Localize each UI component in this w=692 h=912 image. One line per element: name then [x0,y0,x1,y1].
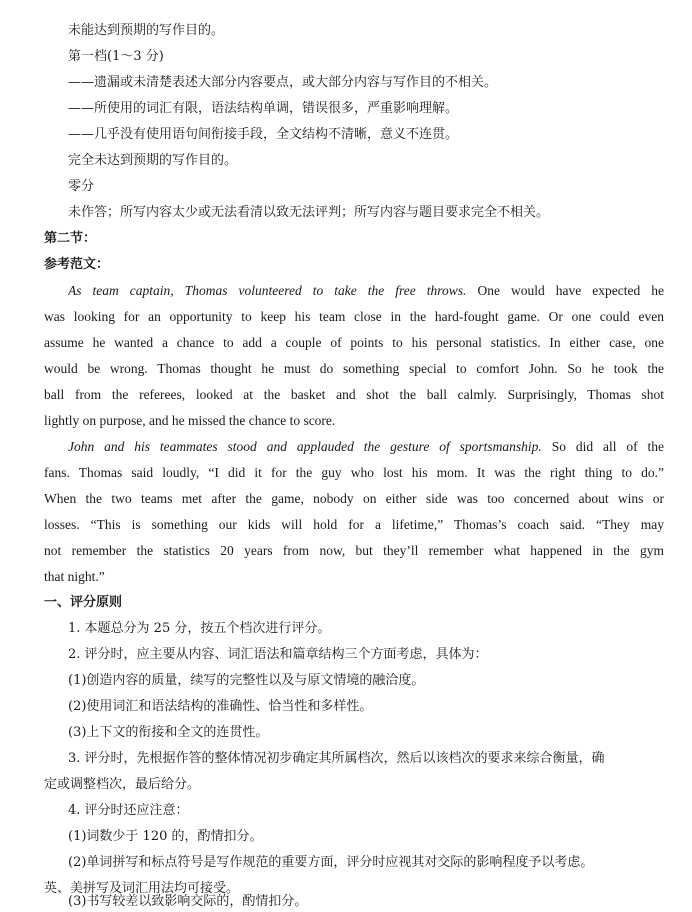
principles-heading: 一、评分原则 [44,595,123,610]
principle-subitem: (3)上下文的衔接和全文的连贯性。 [68,725,269,740]
essay-p1-line: was looking for an opportunity to keep his team close in the hard-fought game. Or one could even [44,309,664,324]
principle-subitem: (3)书写较差以致影响交际的，酌情扣分。 [68,894,308,909]
sample-essay-heading: 参考范文： [44,257,110,272]
tier-1-item: ——几乎没有使用语句间衔接手段，全文结构不清晰，意义不连贯。 [68,127,459,142]
essay-p2-line: not remember the statistics 20 years from now, but they’ll remember what happened in the gym [44,543,664,558]
principle-subitem-cont: 英、美拼写及词汇用法均可接受。 [44,881,240,896]
essay-p2-line [68,438,664,456]
principle-item: 4. 评分时还应注意： [68,803,189,818]
principle-subitem: (2)单词拼写和标点符号是写作规范的重要方面，评分时应视其对交际的影响程度予以考虑。 [68,855,594,870]
tier-1-summary: 完全未达到预期的写作目的。 [68,153,238,168]
zero-text: 未作答；所写内容太少或无法看清以致无法评判；所写内容与题目要求完全不相关。 [68,205,550,220]
principle-item: 2. 评分时，应主要从内容、词汇语法和篇章结构三个方面考虑，具体为： [68,647,488,662]
tier-2-summary-line: 未能达到预期的写作目的。 [68,23,225,38]
principle-subitem: (1)创造内容的质量，续写的完整性以及与原文情境的融洽度。 [68,673,425,688]
essay-p1-line: would be wrong. Thomas thought he must do something special to comfort John. So he took the [44,361,664,376]
essay-p2-line: losses. “This is something our kids will hold for a lifetime,” Thomas’s coach said. “They may [44,517,664,532]
essay-p2-line: fans. Thomas said loudly, “I did it for the guy who lost his mom. It was the right thing to do.” [44,465,664,480]
section-two-heading: 第二节： [44,231,97,246]
essay-p1-line: ball from the referees, looked at the basket and shot the ball calmly. Surprisingly, Thomas shot [44,387,664,402]
essay-p2-line: When the two teams met after the game, nobody on either side was too concerned about wins or [44,491,664,506]
tier-1-item: ——遗漏或未清楚表述大部分内容要点，或大部分内容与写作目的不相关。 [68,75,498,90]
principle-item-cont: 定或调整档次，最后给分。 [44,777,201,792]
principle-item: 1. 本题总分为 25 分，按五个档次进行评分。 [68,621,331,636]
essay-p1-line [68,282,664,300]
principle-subitem: (1)词数少于 120 的，酌情扣分。 [68,829,263,844]
tier-1-item: ——所使用的词汇有限，语法结构单调，错误很多，严重影响理解。 [68,101,459,116]
essay-p2-line1-rest: So did all of the [541,439,664,454]
essay-p1-line: lightly on purpose, and he missed the chance to score. [44,413,336,428]
essay-p1-line: assume he wanted a chance to add a couple of points to his personal statistics. In either case, one [44,335,664,350]
tier-1-heading: 第一档(1～3 分) [68,49,164,64]
essay-p2-line: that night.” [44,569,105,584]
essay-p1-lead: As team captain, Thomas volunteered to take the free throws. [68,283,467,298]
principle-item: 3. 评分时，先根据作答的整体情况初步确定其所属档次，然后以该档次的要求来综合衡量，确 [68,751,605,766]
essay-p2-lead: John and his teammates stood and applauded the gesture of sportsmanship. [68,439,542,454]
essay-p1-line1-rest: One would have expected he [466,283,664,298]
principle-subitem: (2)使用词汇和语法结构的准确性、恰当性和多样性。 [68,699,373,714]
zero-heading: 零分 [68,179,95,194]
